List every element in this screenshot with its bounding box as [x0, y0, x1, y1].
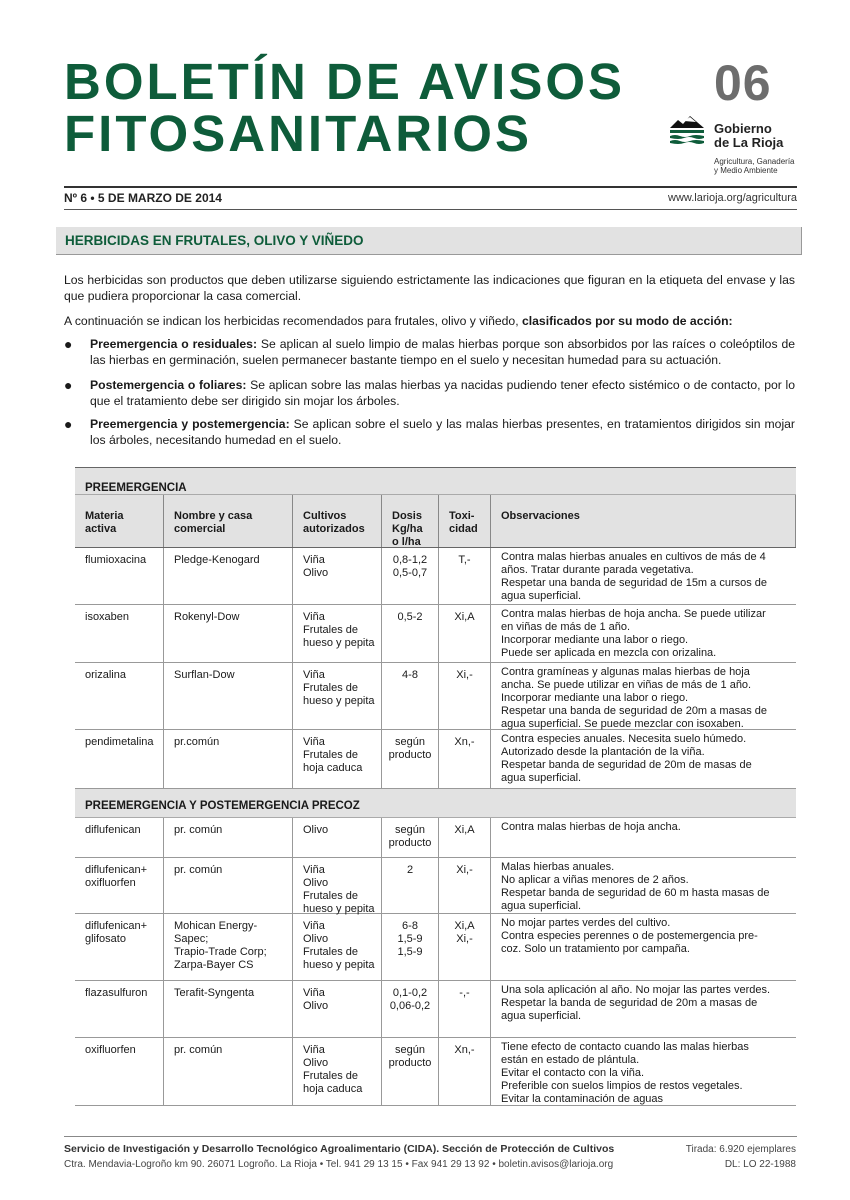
cell-line: Frutales de [303, 749, 359, 761]
cell-line: Olivo [303, 567, 329, 579]
cell-line: 0,5-2 [397, 611, 423, 623]
cell-line: 0,1-0,2 [392, 987, 428, 999]
cell-line: 1,5-9 [397, 933, 423, 945]
cell-line: hoja caduca [303, 1083, 363, 1095]
cell-line: pendimetalina [85, 736, 154, 748]
cell-toxicidad [439, 818, 491, 857]
footer-print-run: Tirada: 6.920 ejemplares [685, 1144, 796, 1155]
cell-observaciones [491, 730, 796, 788]
cell-toxicidad [439, 981, 491, 1037]
cell-line: Contra malas hierbas de hoja ancha. Se puede utilizar [501, 608, 766, 620]
cell-line: diflufenican+ [85, 864, 148, 876]
cell-materia [75, 730, 164, 788]
cell-line: Olivo [303, 933, 329, 945]
cell-line: Viña [303, 554, 325, 566]
cell-line: agua superficial. Se puede mezclar con isoxaben. [501, 718, 744, 730]
cell-line: -,- [459, 987, 470, 999]
cell-observaciones [491, 858, 796, 913]
table-row [75, 548, 796, 605]
cell-line: o l/ha [392, 536, 421, 548]
issue-date-line: Nº 6 • 5 DE MARZO DE 2014 [64, 191, 222, 205]
cell-line: producto [388, 1057, 432, 1069]
cell-line: Respetar una banda de seguridad de 15m a cursos de [501, 577, 768, 589]
cell-line: Xi,- [456, 933, 473, 945]
issue-number: 06 [714, 55, 772, 111]
table-row [75, 663, 796, 730]
column-header-toxicidad [439, 495, 491, 547]
cell-line: Respetar banda de seguridad de 60 m hasta masas de [501, 887, 770, 899]
bullet-dot-icon: ● [64, 377, 73, 393]
cell-line: Frutales de [303, 1070, 359, 1082]
cell-cultivos [293, 818, 382, 857]
cell-line: Contra especies anuales. Necesita suelo húmedo. [501, 733, 747, 745]
cell-toxicidad [439, 914, 491, 980]
cell-line: Frutales de [303, 890, 359, 902]
website-link[interactable]: www.larioja.org/agricultura [668, 192, 797, 204]
table-row [75, 981, 796, 1038]
cell-line: pr. común [174, 1044, 223, 1056]
bullet-preemergencia: ● Preemergencia o residuales: Se aplican al suelo limpio de malas hierbas porque son absorbidos por las raíces o coleóptilos de las hierbas en germinación, suelen permanecer bastante tiempo en el suelo y necesitan humedad para su actuación. [64, 336, 796, 367]
cell-line: No mojar partes verdes del cultivo. [501, 917, 671, 929]
cell-line: agua superficial. [501, 1010, 582, 1022]
cell-toxicidad [439, 1038, 491, 1105]
cell-line: cidad [449, 523, 478, 535]
table-row [75, 730, 796, 789]
cell-line: Viña [303, 669, 325, 681]
cell-line: hoja caduca [303, 762, 363, 774]
cell-dosis [382, 914, 439, 980]
bullet-postemergencia: ● Postemergencia o foliares: Se aplican sobre las malas hierbas ya nacidas pudiendo tener efecto sistémico o de contacto, por lo que el tratamiento debe ser dirigido sin mojar los árboles. [64, 377, 795, 408]
cell-line: isoxaben [85, 611, 130, 623]
cell-line: pr.común [174, 736, 220, 748]
cell-line: No aplicar a viñas menores de 2 años. [501, 874, 689, 886]
cell-dosis [382, 1038, 439, 1105]
cell-line: Rokenyl-Dow [174, 611, 240, 623]
cell-line: según [395, 824, 425, 836]
cell-observaciones [491, 663, 796, 729]
cell-line: hueso y pepita [303, 695, 375, 707]
cell-line: Viña [303, 1044, 325, 1056]
column-header-cultivos [293, 495, 382, 547]
cell-line: 1,5-9 [397, 946, 423, 958]
cell-line: hueso y pepita [303, 637, 375, 649]
cell-line: Evitar la contaminación de aguas [501, 1093, 664, 1105]
cell-line: agua superficial. [501, 900, 582, 912]
cell-nombre [164, 1038, 293, 1105]
table-row [75, 914, 796, 981]
cell-toxicidad [439, 858, 491, 913]
cell-dosis [382, 981, 439, 1037]
cell-materia [75, 858, 164, 913]
cell-cultivos [293, 981, 382, 1037]
cell-line: Xn,- [454, 736, 475, 748]
cell-line: Contra especies perennes o de postemergencia pre- [501, 930, 758, 942]
la-rioja-emblem-icon [668, 112, 706, 150]
intro-paragraph-2: A continuación se indican los herbicidas recomendados para frutales, olivo y viñedo, clasificados por su modo de acción: [64, 314, 733, 328]
group-heading-preemergencia: PREEMERGENCIA [75, 468, 796, 495]
column-header-dosis [382, 495, 439, 547]
cell-line: 4-8 [402, 669, 418, 681]
cell-line: Xi,A [454, 611, 475, 623]
cell-line: ancha. Se puede utilizar en viñas de más de 1 año. [501, 679, 752, 691]
cell-line: pr. común [174, 864, 223, 876]
cell-line: Viña [303, 736, 325, 748]
cell-line: Evitar el contacto con la viña. [501, 1067, 645, 1079]
herbicides-table [75, 467, 796, 1106]
section-title: HERBICIDAS EN FRUTALES, OLIVO Y VIÑEDO [65, 233, 364, 248]
cell-line: Una sola aplicación al año. No mojar las partes verdes. [501, 984, 771, 996]
cell-line: según [395, 736, 425, 748]
cell-line: Tiene efecto de contacto cuando las malas hierbas [501, 1041, 749, 1053]
table-row [75, 1038, 796, 1106]
cell-line: comercial [174, 523, 226, 535]
cell-line: Viña [303, 920, 325, 932]
column-header-materia [75, 495, 164, 547]
cell-toxicidad [439, 663, 491, 729]
cell-line: 2 [406, 864, 414, 876]
cell-line: producto [388, 837, 432, 849]
bullet-pre-y-postemergencia: ● Preemergencia y postemergencia: Se aplican sobre el suelo y las malas hierbas presentes, en tratamientos dirigidos sin mojar los árboles, necesitando humedad en el suelo. [64, 416, 795, 447]
cell-line: Xi,- [456, 669, 473, 681]
cell-nombre [164, 818, 293, 857]
cell-line: Viña [303, 987, 325, 999]
cell-line: Olivo [303, 1057, 329, 1069]
bulletin-title [64, 53, 626, 162]
cell-observaciones [491, 818, 796, 857]
cell-line: Zarpa-Bayer CS [174, 959, 254, 971]
cell-line: hueso y pepita [303, 959, 375, 971]
cell-line: en viñas de más de 1 año. [501, 621, 631, 633]
cell-line: Cultivos [303, 510, 347, 522]
cell-line: Surflan-Dow [174, 669, 235, 681]
cell-line: Frutales de [303, 946, 359, 958]
cell-dosis [382, 818, 439, 857]
cell-line: agua superficial. [501, 590, 582, 602]
cell-line: Puede ser aplicada en mezcla con orizalina. [501, 647, 717, 659]
cell-observaciones [491, 605, 796, 662]
gobierno-la-rioja-logo [668, 112, 798, 184]
cell-line: T,- [458, 554, 471, 566]
cell-line: diflufenican+ [85, 920, 148, 932]
logo-name: Gobierno de La Rioja [714, 121, 784, 150]
cell-line: Contra malas hierbas anuales en cultivos de más de 4 [501, 551, 766, 563]
cell-cultivos [293, 914, 382, 980]
cell-line: Terafit-Syngenta [174, 987, 255, 999]
cell-line: Malas hierbas anuales. [501, 861, 615, 873]
cell-line: Incorporar mediante una labor o riego. [501, 692, 689, 704]
footer-service: Servicio de Investigación y Desarrollo Tecnológico Agroalimentario (CIDA). Sección de Protección de Cultivos [64, 1143, 615, 1155]
cell-line: Dosis [392, 510, 422, 522]
cell-line: Materia [85, 510, 124, 522]
cell-line: autorizados [303, 523, 365, 535]
title-line-2: FITOSANITARIOS [64, 105, 532, 162]
cell-line: Mohican Energy- [174, 920, 258, 932]
footer-contact: Ctra. Mendavia-Logroño km 90. 26071 Logroño. La Rioja • Tel. 941 29 13 15 • Fax 941 29 13 92 • boletin.avisos@larioja.org [64, 1159, 614, 1170]
cell-observaciones [491, 548, 796, 604]
table-column-headers [75, 495, 796, 548]
cell-toxicidad [439, 605, 491, 662]
cell-dosis [382, 858, 439, 913]
table-row [75, 605, 796, 663]
column-header-nombre [164, 495, 293, 547]
cell-nombre [164, 730, 293, 788]
cell-line: 0,5-0,7 [392, 567, 428, 579]
preemergencia-rows [75, 548, 796, 789]
cell-line: Xi,A [454, 920, 475, 932]
cell-line: Preferible con suelos limpios de restos vegetales. [501, 1080, 743, 1092]
bullet-dot-icon: ● [64, 336, 73, 352]
cell-materia [75, 914, 164, 980]
cell-line: glifosato [85, 933, 126, 945]
cell-line: Viña [303, 864, 325, 876]
cell-cultivos [293, 663, 382, 729]
cell-observaciones [491, 981, 796, 1037]
cell-cultivos [293, 858, 382, 913]
logo-department: Agricultura, Ganadería y Medio Ambiente [714, 157, 795, 175]
cell-nombre [164, 981, 293, 1037]
cell-observaciones [491, 914, 796, 980]
cell-line: Xi,A [454, 824, 475, 836]
cell-line: según [395, 1044, 425, 1056]
title-line-1: BOLETÍN DE AVISOS [64, 53, 626, 110]
cell-line: Contra malas hierbas de hoja ancha. [501, 821, 681, 833]
header-divider-bottom [64, 209, 797, 210]
cell-line: Kg/ha [392, 523, 423, 535]
cell-line: diflufenican [85, 824, 141, 836]
table-row [75, 858, 796, 914]
cell-line: Frutales de [303, 624, 359, 636]
cell-dosis [382, 548, 439, 604]
cell-dosis [382, 663, 439, 729]
cell-line: Autorizado desde la plantación de la viña. [501, 746, 705, 758]
cell-line: agua superficial. [501, 772, 582, 784]
cell-nombre [164, 858, 293, 913]
cell-line: Nombre y casa [174, 510, 253, 522]
cell-line: Respetar la banda de seguridad de 20m a masas de [501, 997, 758, 1009]
cell-line: Viña [303, 611, 325, 623]
cell-line: Toxi- [449, 510, 475, 522]
intro-paragraph-1: Los herbicidas son productos que deben utilizarse siguiendo estrictamente las indicaciones que figuran en la etiqueta del envase y las que pudiera proporcionar la casa comercial. [64, 273, 795, 303]
cell-line: Incorporar mediante una labor o riego. [501, 634, 689, 646]
cell-materia [75, 605, 164, 662]
cell-line: Observaciones [501, 510, 580, 522]
cell-line: Xi,- [456, 864, 473, 876]
cell-cultivos [293, 730, 382, 788]
bullet-dot-icon: ● [64, 416, 73, 432]
cell-line: flumioxacina [85, 554, 147, 566]
cell-line: Frutales de [303, 682, 359, 694]
table-row [75, 818, 796, 858]
footer-divider [64, 1136, 797, 1137]
cell-line: hueso y pepita [303, 903, 375, 915]
cell-line: oxifluorfen [85, 1044, 136, 1056]
cell-materia [75, 1038, 164, 1105]
cell-line: Respetar banda de seguridad de 20m de masas de [501, 759, 752, 771]
cell-materia [75, 818, 164, 857]
cell-toxicidad [439, 730, 491, 788]
column-header-observaciones [491, 495, 796, 547]
cell-line: 0,8-1,2 [392, 554, 428, 566]
cell-line: flazasulfuron [85, 987, 148, 999]
cell-line: oxifluorfen [85, 877, 136, 889]
cell-line: Xn,- [454, 1044, 475, 1056]
cell-materia [75, 663, 164, 729]
cell-line: 6-8 [402, 920, 418, 932]
section-heading-band [56, 227, 802, 255]
cell-line: Trapio-Trade Corp; [174, 946, 267, 958]
footer-legal-deposit: DL: LO 22-1988 [724, 1159, 796, 1170]
group-heading-pre-post-precoz: PREEMERGENCIA Y POSTEMERGENCIA PRECOZ [75, 789, 796, 818]
cell-nombre [164, 663, 293, 729]
cell-nombre [164, 548, 293, 604]
cell-line: coz. Solo un tratamiento por campaña. [501, 943, 690, 955]
cell-line: Olivo [303, 877, 329, 889]
cell-line: orizalina [85, 669, 126, 681]
cell-nombre [164, 914, 293, 980]
cell-line: 0,06-0,2 [389, 1000, 431, 1012]
cell-line: Respetar una banda de seguridad de 20m a masas de [501, 705, 768, 717]
cell-nombre [164, 605, 293, 662]
cell-dosis [382, 605, 439, 662]
cell-line: activa [85, 523, 117, 535]
cell-line: Pledge-Kenogard [174, 554, 260, 566]
cell-materia [75, 548, 164, 604]
cell-materia [75, 981, 164, 1037]
cell-line: Sapec; [174, 933, 209, 945]
header-divider-top [64, 186, 797, 188]
cell-line: pr. común [174, 824, 223, 836]
cell-line: Olivo [303, 1000, 329, 1012]
cell-line: Olivo [303, 824, 329, 836]
cell-dosis [382, 730, 439, 788]
cell-line: están en estado de plántula. [501, 1054, 640, 1066]
cell-cultivos [293, 1038, 382, 1105]
cell-cultivos [293, 605, 382, 662]
cell-toxicidad [439, 548, 491, 604]
cell-observaciones [491, 1038, 796, 1105]
cell-line: producto [388, 749, 432, 761]
cell-line: Contra gramíneas y algunas malas hierbas de hoja [501, 666, 750, 678]
cell-cultivos [293, 548, 382, 604]
cell-line: años. Tratar durante parada vegetativa. [501, 564, 694, 576]
pre-post-precoz-rows [75, 818, 796, 1106]
